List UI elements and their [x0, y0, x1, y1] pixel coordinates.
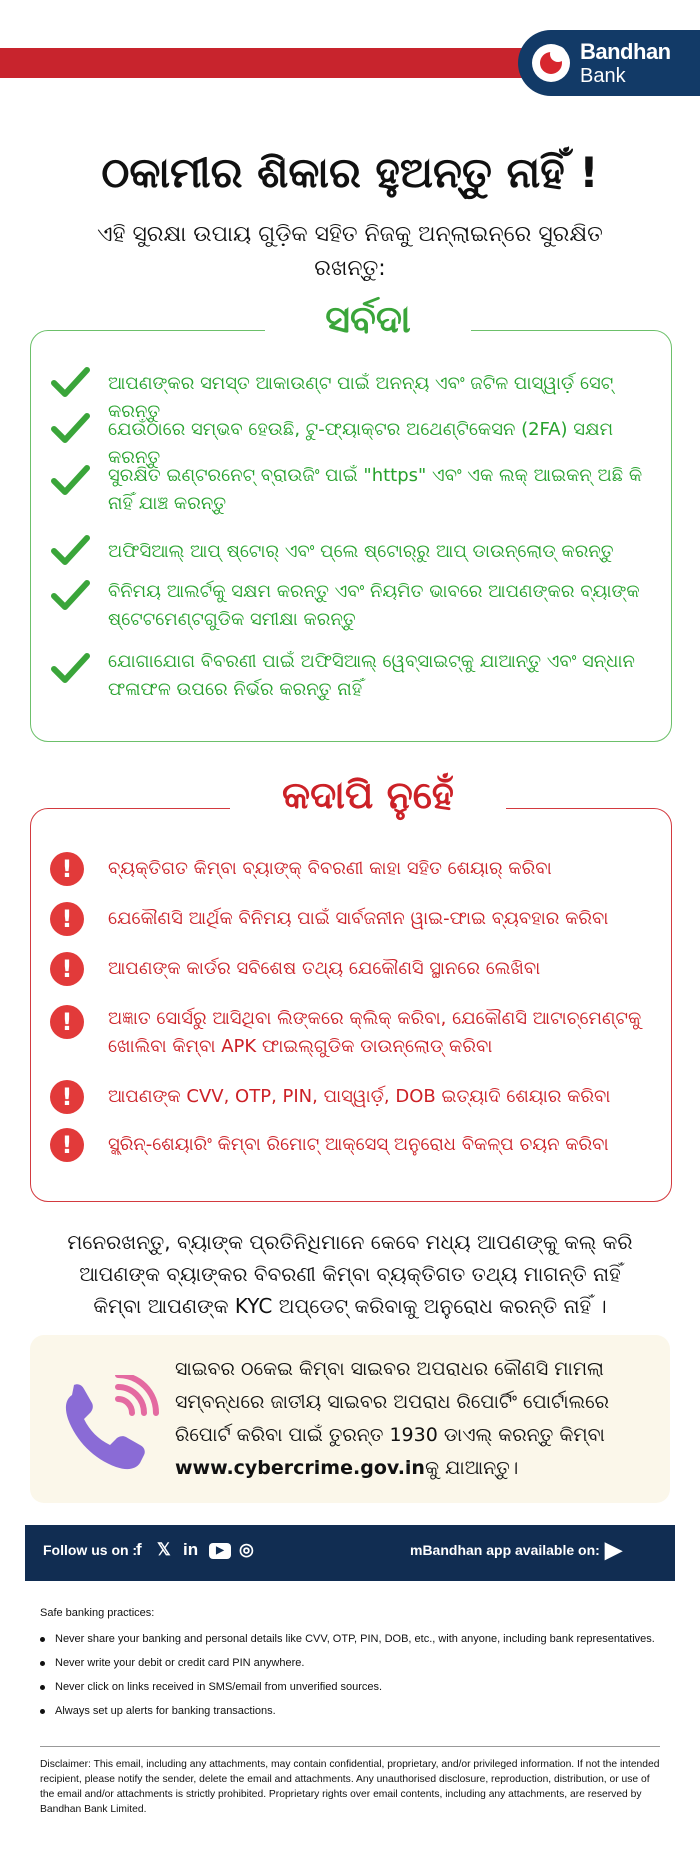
footer-bar — [25, 1525, 675, 1581]
safe-item — [40, 1633, 655, 1645]
safe-item-text: Never write your debit or credit card PIN anywhere. — [55, 1657, 305, 1669]
linkedin-icon[interactable]: in — [183, 1540, 199, 1559]
never-item: ଯେକୌଣସି ଆର୍ଥିକ ବିନିମୟ ପାଇଁ ସାର୍ବଜନୀନ ୱାଇ-ଫାଇ ବ୍ୟବହାର କରିବା — [108, 908, 609, 929]
logo-name-line1: Bandhan — [580, 39, 671, 64]
never-item: ଆପଣଙ୍କ CVV, OTP, PIN, ପାସ୍‌ୱାର୍ଡ଼, DOB ଇତ୍ୟାଦି ଶେୟାର କରିବା — [108, 1086, 611, 1107]
alert-icon: ! — [50, 1128, 84, 1162]
disclaimer: Disclaimer: This email, including any attachments, may contain confidential, proprietary, and/or privileged information. If not the intended recipient, please notify the sender, delete the email and attachments. Any unauthorised disclosure, reproduction, distribution, or use of the email and/or attachments is strictly prohibited. Proprietary rights over email contents, including any attachments, are reserved by Bandhan Bank Limited. — [40, 1759, 660, 1815]
always-title: ସର୍ବଦା — [265, 297, 471, 342]
bullet-icon — [40, 1709, 45, 1714]
safe-item-text: Never share your banking and personal details like CVV, OTP, PIN, DOB, etc., with anyone, including bank representatives. — [55, 1633, 655, 1645]
cybercrime-message: ସାଇବର ଠକେଇ କିମ୍ବା ସାଇବର ଅପରାଧର କୌଣସି ମାମଲା ସମ୍ବନ୍ଧରେ ଜାତୀୟ ସାଇବର ଅପରାଧ ରିପୋର୍ଟିଂ ପୋର୍ଟାଲରେ ରିପୋର୍ଟ କରିବା ପାଇଁ ତୁରନ୍ତ 1930 ଡାଏଲ୍ କରନ୍ତୁ କିମ୍ବା — [175, 1358, 610, 1446]
cybercrime-link[interactable]: www.cybercrime.gov.in — [175, 1457, 425, 1479]
always-item: ଆପଣଙ୍କର ସମସ୍ତ ଆକାଉଣ୍ଟ ପାଇଁ ଅନନ୍ୟ ଏବଂ ଜଟିଳ ପାସ୍‌ୱାର୍ଡ଼ ସେଟ୍ କରନ୍ତୁ — [108, 373, 614, 422]
check-icon — [50, 460, 90, 500]
never-item: ଅଜ୍ଞାତ ସୋର୍ସରୁ ଆସିଥିବା ଲିଙ୍କରେ କ୍ଲିକ୍ କରିବା, ଯେକୌଣସି ଆଟାଚ୍‌ମେଣ୍ଟକୁ ଖୋଲିବା କିମ୍ବା APK ଫାଇଲ୍‌ଗୁଡିକ ଡାଉନ୍‌ଲୋଡ୍ କରିବା — [108, 1008, 642, 1057]
logo-name-line2: Bank — [580, 65, 626, 87]
phone-call-icon — [60, 1375, 170, 1475]
always-item: ଯୋଗାଯୋଗ ବିବରଣୀ ପାଇଁ ଅଫିସିଆଲ୍ ୱେବ୍‌ସାଇଟ୍‌କୁ ଯାଆନ୍ତୁ ଏବଂ ସନ୍ଧାନ ଫଳାଫଳ ଉପରେ ନିର୍ଭର କରନ୍ତୁ ନାହିଁ — [108, 651, 635, 700]
safe-item-text: Never click on links received in SMS/email from unverified sources. — [55, 1681, 383, 1693]
remember-note: ମନେରଖନ୍ତୁ, ବ୍ୟାଙ୍କ ପ୍ରତିନିଧିମାନେ କେବେ ମଧ୍ୟ ଆପଣଙ୍କୁ କଲ୍ କରି ଆପଣଙ୍କ ବ୍ୟାଙ୍କର ବିବରଣୀ କିମ୍ବା ବ୍ୟକ୍ତିଗତ ତଥ୍ୟ ମାଗନ୍ତି ନାହିଁ କିମ୍ବା ଆପଣଙ୍କ KYC ଅପ୍‌ଡେଟ୍ କରିବାକୁ ଅନୁରୋଧ କରନ୍ତି ନାହିଁ । — [67, 1230, 633, 1318]
alert-icon: ! — [50, 902, 84, 936]
facebook-icon[interactable]: f — [136, 1540, 142, 1559]
bandhan-logo-icon — [532, 44, 570, 82]
bullet-icon — [40, 1637, 45, 1642]
safe-banking-title: Safe banking practices: — [40, 1607, 155, 1619]
never-item: ଆପଣଙ୍କ କାର୍ଡର ସବିଶେଷ ତଥ୍ୟ ଯେକୌଣସି ସ୍ଥାନରେ ଲେଖିବା — [108, 958, 541, 979]
follow-us-label: Follow us on : — [43, 1542, 138, 1558]
cybercrime-box — [30, 1335, 670, 1503]
never-item: ସ୍କ୍ରିନ୍-ଶେୟାରିଂ କିମ୍ବା ରିମୋଟ୍ ଆକ୍ସେସ୍ ଅନୁରୋଧ ବିକଳ୍ପ ଚୟନ କରିବା — [108, 1134, 609, 1155]
alert-icon: ! — [50, 1080, 84, 1114]
check-icon — [50, 362, 90, 402]
never-item: ବ୍ୟକ୍ତିଗତ କିମ୍ବା ବ୍ୟାଙ୍କ୍ ବିବରଣୀ କାହା ସହିତ ଶେୟାର୍ କରିବା — [108, 858, 552, 879]
cybercrime-text — [175, 1353, 645, 1485]
page-subtitle: ଏହି ସୁରକ୍ଷା ଉପାୟ ଗୁଡ଼ିକ ସହିତ ନିଜକୁ ଅନ୍‌ଲାଇନ୍‌ରେ ସୁରକ୍ଷିତ ରଖନ୍ତୁ: — [97, 222, 603, 281]
safe-item — [40, 1657, 304, 1669]
bandhan-bank-logo[interactable] — [518, 30, 700, 96]
always-item: ସୁରକ୍ଷିତ ଇଣ୍ଟରନେଟ୍ ବ୍ରାଉଜିଂ ପାଇଁ "https" ଏବଂ ଏକ ଲକ୍ ଆଇକନ୍ ଅଛି କି ନାହିଁ ଯାଞ୍ଚ କରନ୍ତୁ — [108, 465, 643, 514]
bullet-icon — [40, 1661, 45, 1666]
divider — [40, 1746, 660, 1747]
check-icon — [50, 648, 90, 688]
safe-item — [40, 1681, 382, 1693]
never-title: କଦାପି ନୁହେଁ — [230, 773, 506, 818]
always-item: ଅଫିସିଆଲ୍ ଆପ୍ ଷ୍ଟୋର୍ ଏବଂ ପ୍ଲେ ଷ୍ଟୋର୍‌ରୁ ଆପ୍ ଡାଉନ୍‌ଲୋଡ୍ କରନ୍ତୁ — [108, 541, 614, 562]
always-item: ଯେଉଁଠାରେ ସମ୍ଭବ ହେଉଛି, ଟୁ-ଫ୍ୟାକ୍ଟର ଅଥେଣ୍ଟିକେସନ (2FA) ସକ୍ଷମ କରନ୍ତୁ — [108, 419, 614, 468]
safe-item — [40, 1705, 276, 1717]
cybercrime-suffix: କୁ ଯାଆନ୍ତୁ। — [424, 1457, 519, 1479]
alert-icon: ! — [50, 852, 84, 886]
youtube-icon[interactable]: ▶ — [209, 1543, 231, 1559]
check-icon — [50, 408, 90, 448]
instagram-icon[interactable]: ◎ — [239, 1540, 254, 1559]
safe-item-text: Always set up alerts for banking transactions. — [55, 1705, 276, 1717]
alert-icon: ! — [50, 1005, 84, 1039]
bullet-icon — [40, 1685, 45, 1690]
always-item: ବିନିମୟ ଆଲର୍ଟକୁ ସକ୍ଷମ କରନ୍ତୁ ଏବଂ ନିୟମିତ ଭାବରେ ଆପଣଙ୍କର ବ୍ୟାଙ୍କ ଷ୍ଟେଟମେଣ୍ଟଗୁଡିକ ସମୀକ୍ଷା କରନ୍ତୁ — [108, 581, 640, 630]
x-icon[interactable]: 𝕏 — [157, 1540, 171, 1559]
header-red-bar — [0, 48, 560, 78]
alert-icon: ! — [50, 952, 84, 986]
page-title: ଠକାମୀର ଶିକାର ହୁଅନ୍ତୁ ନାହିଁ ! — [101, 148, 599, 197]
check-icon — [50, 530, 90, 570]
app-available-label: mBandhan app available on: — [410, 1542, 600, 1558]
check-icon — [50, 575, 90, 615]
play-store-icon[interactable]: ▶ — [605, 1537, 622, 1562]
